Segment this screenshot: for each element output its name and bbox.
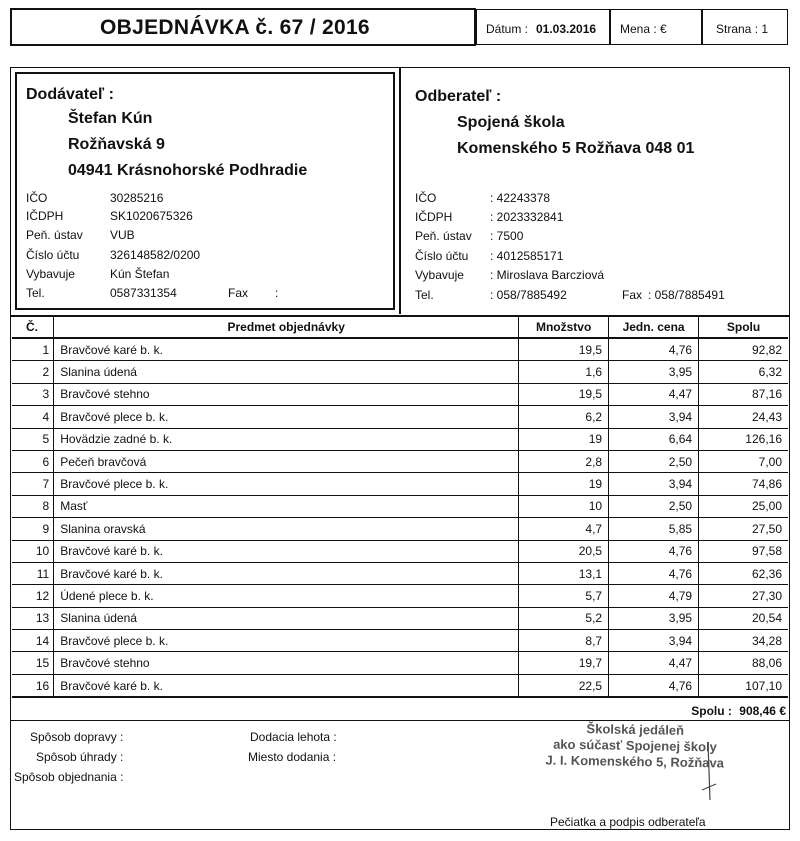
item-unit-price: 4,47 — [609, 383, 699, 405]
table-row — [12, 674, 788, 697]
item-name: Slanina oravská — [54, 518, 519, 540]
item-name: Údené plece b. k. — [54, 585, 519, 607]
row-number: 16 — [12, 674, 54, 697]
supplier-city: 04941 Krásnohorské Podhradie — [68, 162, 308, 179]
item-name: Hovädzie zadné b. k. — [54, 428, 519, 450]
row-number: 4 — [12, 406, 54, 428]
footer-divider — [10, 720, 790, 721]
customer-field-value: : 2023332841 — [490, 210, 564, 224]
item-total: 27,50 — [699, 518, 788, 540]
item-name: Masť — [54, 495, 519, 517]
item-unit-price: 3,94 — [609, 406, 699, 428]
table-row — [12, 652, 788, 674]
supplier-heading: Dodávateľ : — [26, 86, 114, 103]
item-total: 92,82 — [699, 338, 788, 361]
row-number: 11 — [12, 562, 54, 584]
item-total: 6,32 — [699, 361, 788, 383]
item-total: 62,36 — [699, 562, 788, 584]
supplier-name: Štefan Kún — [68, 110, 153, 127]
item-quantity: 20,5 — [519, 540, 609, 562]
customer-field-value: : 7500 — [490, 229, 524, 243]
row-number: 9 — [12, 518, 54, 540]
supplier-fax-label: Fax — [228, 286, 249, 300]
item-total: 97,58 — [699, 540, 788, 562]
item-name: Pečeň bravčová — [54, 450, 519, 472]
item-name: Bravčové plece b. k. — [54, 406, 519, 428]
table-row — [12, 450, 788, 472]
item-quantity: 4,7 — [519, 518, 609, 540]
grand-total-value: 908,46 € — [739, 704, 786, 718]
item-total: 24,43 — [699, 406, 788, 428]
item-name: Slanina údená — [54, 607, 519, 629]
table-row — [12, 361, 788, 383]
table-row — [12, 585, 788, 607]
date-label: Dátum : — [486, 22, 529, 36]
stamp-line: Školská jedáleň — [586, 721, 685, 738]
item-quantity: 19,7 — [519, 652, 609, 674]
payment-label: Spôsob úhrady : — [36, 750, 124, 764]
customer-divider — [399, 68, 401, 314]
row-number: 12 — [12, 585, 54, 607]
item-quantity: 8,7 — [519, 630, 609, 652]
item-quantity: 5,7 — [519, 585, 609, 607]
table-row — [12, 338, 788, 361]
page-number: Strana : 1 — [716, 22, 769, 36]
item-total: 88,06 — [699, 652, 788, 674]
item-quantity: 19,5 — [519, 338, 609, 361]
supplier-field-value: VUB — [110, 228, 135, 242]
table-row — [12, 562, 788, 584]
item-unit-price: 2,50 — [609, 450, 699, 472]
col-header-item: Predmet objednávky — [54, 317, 519, 338]
item-unit-price: 3,94 — [609, 473, 699, 495]
item-unit-price: 4,76 — [609, 540, 699, 562]
table-row — [12, 607, 788, 629]
row-number: 15 — [12, 652, 54, 674]
supplier-field-label: Peň. ústav — [26, 228, 83, 242]
supplier-field-value: 30285216 — [110, 191, 164, 205]
item-unit-price: 5,85 — [609, 518, 699, 540]
item-name: Bravčové stehno — [54, 652, 519, 674]
delivery-place-label: Miesto dodania : — [248, 750, 337, 764]
supplier-field-value: 326148582/0200 — [110, 248, 201, 262]
item-unit-price: 3,95 — [609, 361, 699, 383]
item-quantity: 6,2 — [519, 406, 609, 428]
item-total: 107,10 — [699, 674, 788, 697]
supplier-fax-value: : — [275, 286, 279, 300]
supplier-field-label: Tel. — [26, 286, 45, 300]
row-number: 2 — [12, 361, 54, 383]
supplier-field-label: IČDPH — [26, 209, 64, 223]
row-number: 8 — [12, 495, 54, 517]
col-header-unit-price: Jedn. cena — [609, 317, 699, 338]
table-row — [12, 383, 788, 405]
supplier-street: Rožňavská 9 — [68, 136, 165, 153]
customer-field-value: : 058/7885492 — [490, 288, 567, 302]
item-total: 27,30 — [699, 585, 788, 607]
customer-field-label: IČDPH — [415, 210, 453, 224]
customer-field-label: Číslo účtu — [415, 249, 469, 263]
page-title: OBJEDNÁVKA č. 67 / 2016 — [100, 16, 370, 39]
supplier-field-value: 0587331354 — [110, 286, 177, 300]
item-total: 74,86 — [699, 473, 788, 495]
customer-field-label: Peň. ústav — [415, 229, 472, 243]
table-row — [12, 518, 788, 540]
item-name: Bravčové karé b. k. — [54, 674, 519, 697]
customer-fax-label: Fax — [622, 288, 643, 302]
table-row — [12, 540, 788, 562]
item-quantity: 22,5 — [519, 674, 609, 697]
currency-label: Mena : € — [620, 22, 667, 36]
item-name: Bravčové stehno — [54, 383, 519, 405]
table-row — [12, 428, 788, 450]
row-number: 6 — [12, 450, 54, 472]
row-number: 1 — [12, 338, 54, 361]
customer-field-value: : 4012585171 — [490, 249, 564, 263]
item-unit-price: 3,95 — [609, 607, 699, 629]
item-quantity: 19,5 — [519, 383, 609, 405]
item-quantity: 10 — [519, 495, 609, 517]
item-total: 7,00 — [699, 450, 788, 472]
signature-label: Pečiatka a podpis odberateľa — [550, 815, 706, 829]
item-unit-price: 4,76 — [609, 562, 699, 584]
item-unit-price: 4,47 — [609, 652, 699, 674]
stamp-line: ako súčasť Spojenej školy — [553, 736, 718, 755]
table-row — [12, 495, 788, 517]
row-number: 14 — [12, 630, 54, 652]
item-quantity: 1,6 — [519, 361, 609, 383]
item-unit-price: 4,76 — [609, 338, 699, 361]
item-name: Bravčové plece b. k. — [54, 473, 519, 495]
item-total: 87,16 — [699, 383, 788, 405]
item-unit-price: 3,94 — [609, 630, 699, 652]
item-unit-price: 4,76 — [609, 674, 699, 697]
customer-field-value: : 42243378 — [490, 191, 551, 205]
date-value: 01.03.2016 — [536, 22, 597, 36]
item-unit-price: 4,79 — [609, 585, 699, 607]
customer-field-label: Vybavuje — [415, 268, 464, 282]
item-name: Slanina údená — [54, 361, 519, 383]
item-quantity: 2,8 — [519, 450, 609, 472]
customer-field-label: Tel. — [415, 288, 434, 302]
item-quantity: 19 — [519, 473, 609, 495]
stamp-line: J. I. Komenského 5, Rožňava — [545, 752, 725, 771]
item-name: Bravčové karé b. k. — [54, 562, 519, 584]
items-table — [12, 317, 788, 698]
transport-label: Spôsob dopravy : — [30, 730, 124, 744]
row-number: 7 — [12, 473, 54, 495]
item-total: 25,00 — [699, 495, 788, 517]
table-row — [12, 406, 788, 428]
col-header-total: Spolu — [699, 317, 788, 338]
supplier-field-value: Kún Štefan — [110, 267, 170, 281]
supplier-field-label: Číslo účtu — [26, 248, 80, 262]
table-header-row — [12, 317, 788, 338]
item-total: 20,54 — [699, 607, 788, 629]
col-header-number: Č. — [12, 317, 54, 338]
customer-field-label: IČO — [415, 191, 437, 205]
item-name: Bravčové karé b. k. — [54, 338, 519, 361]
customer-heading: Odberateľ : — [415, 88, 502, 105]
row-number: 5 — [12, 428, 54, 450]
customer-fax-value: : 058/7885491 — [648, 288, 725, 302]
supplier-field-label: IČO — [26, 191, 48, 205]
delivery-term-label: Dodacia lehota : — [250, 730, 337, 744]
row-number: 3 — [12, 383, 54, 405]
item-unit-price: 6,64 — [609, 428, 699, 450]
item-name: Bravčové karé b. k. — [54, 540, 519, 562]
col-header-quantity: Množstvo — [519, 317, 609, 338]
items-body — [12, 338, 788, 697]
customer-name: Spojená škola — [457, 114, 565, 131]
item-quantity: 5,2 — [519, 607, 609, 629]
supplier-field-label: Vybavuje — [26, 267, 75, 281]
item-quantity: 19 — [519, 428, 609, 450]
grand-total — [691, 704, 786, 718]
item-total: 34,28 — [699, 630, 788, 652]
table-row — [12, 473, 788, 495]
item-unit-price: 2,50 — [609, 495, 699, 517]
grand-total-label: Spolu : — [691, 704, 732, 718]
row-number: 13 — [12, 607, 54, 629]
customer-address: Komenského 5 Rožňava 048 01 — [457, 140, 695, 157]
supplier-field-value: SK1020675326 — [110, 209, 193, 223]
table-row — [12, 630, 788, 652]
ordering-label: Spôsob objednania : — [14, 770, 124, 784]
item-quantity: 13,1 — [519, 562, 609, 584]
item-total: 126,16 — [699, 428, 788, 450]
signature — [690, 740, 730, 810]
row-number: 10 — [12, 540, 54, 562]
item-name: Bravčové plece b. k. — [54, 630, 519, 652]
customer-field-value: : Miroslava Barcziová — [490, 268, 605, 282]
